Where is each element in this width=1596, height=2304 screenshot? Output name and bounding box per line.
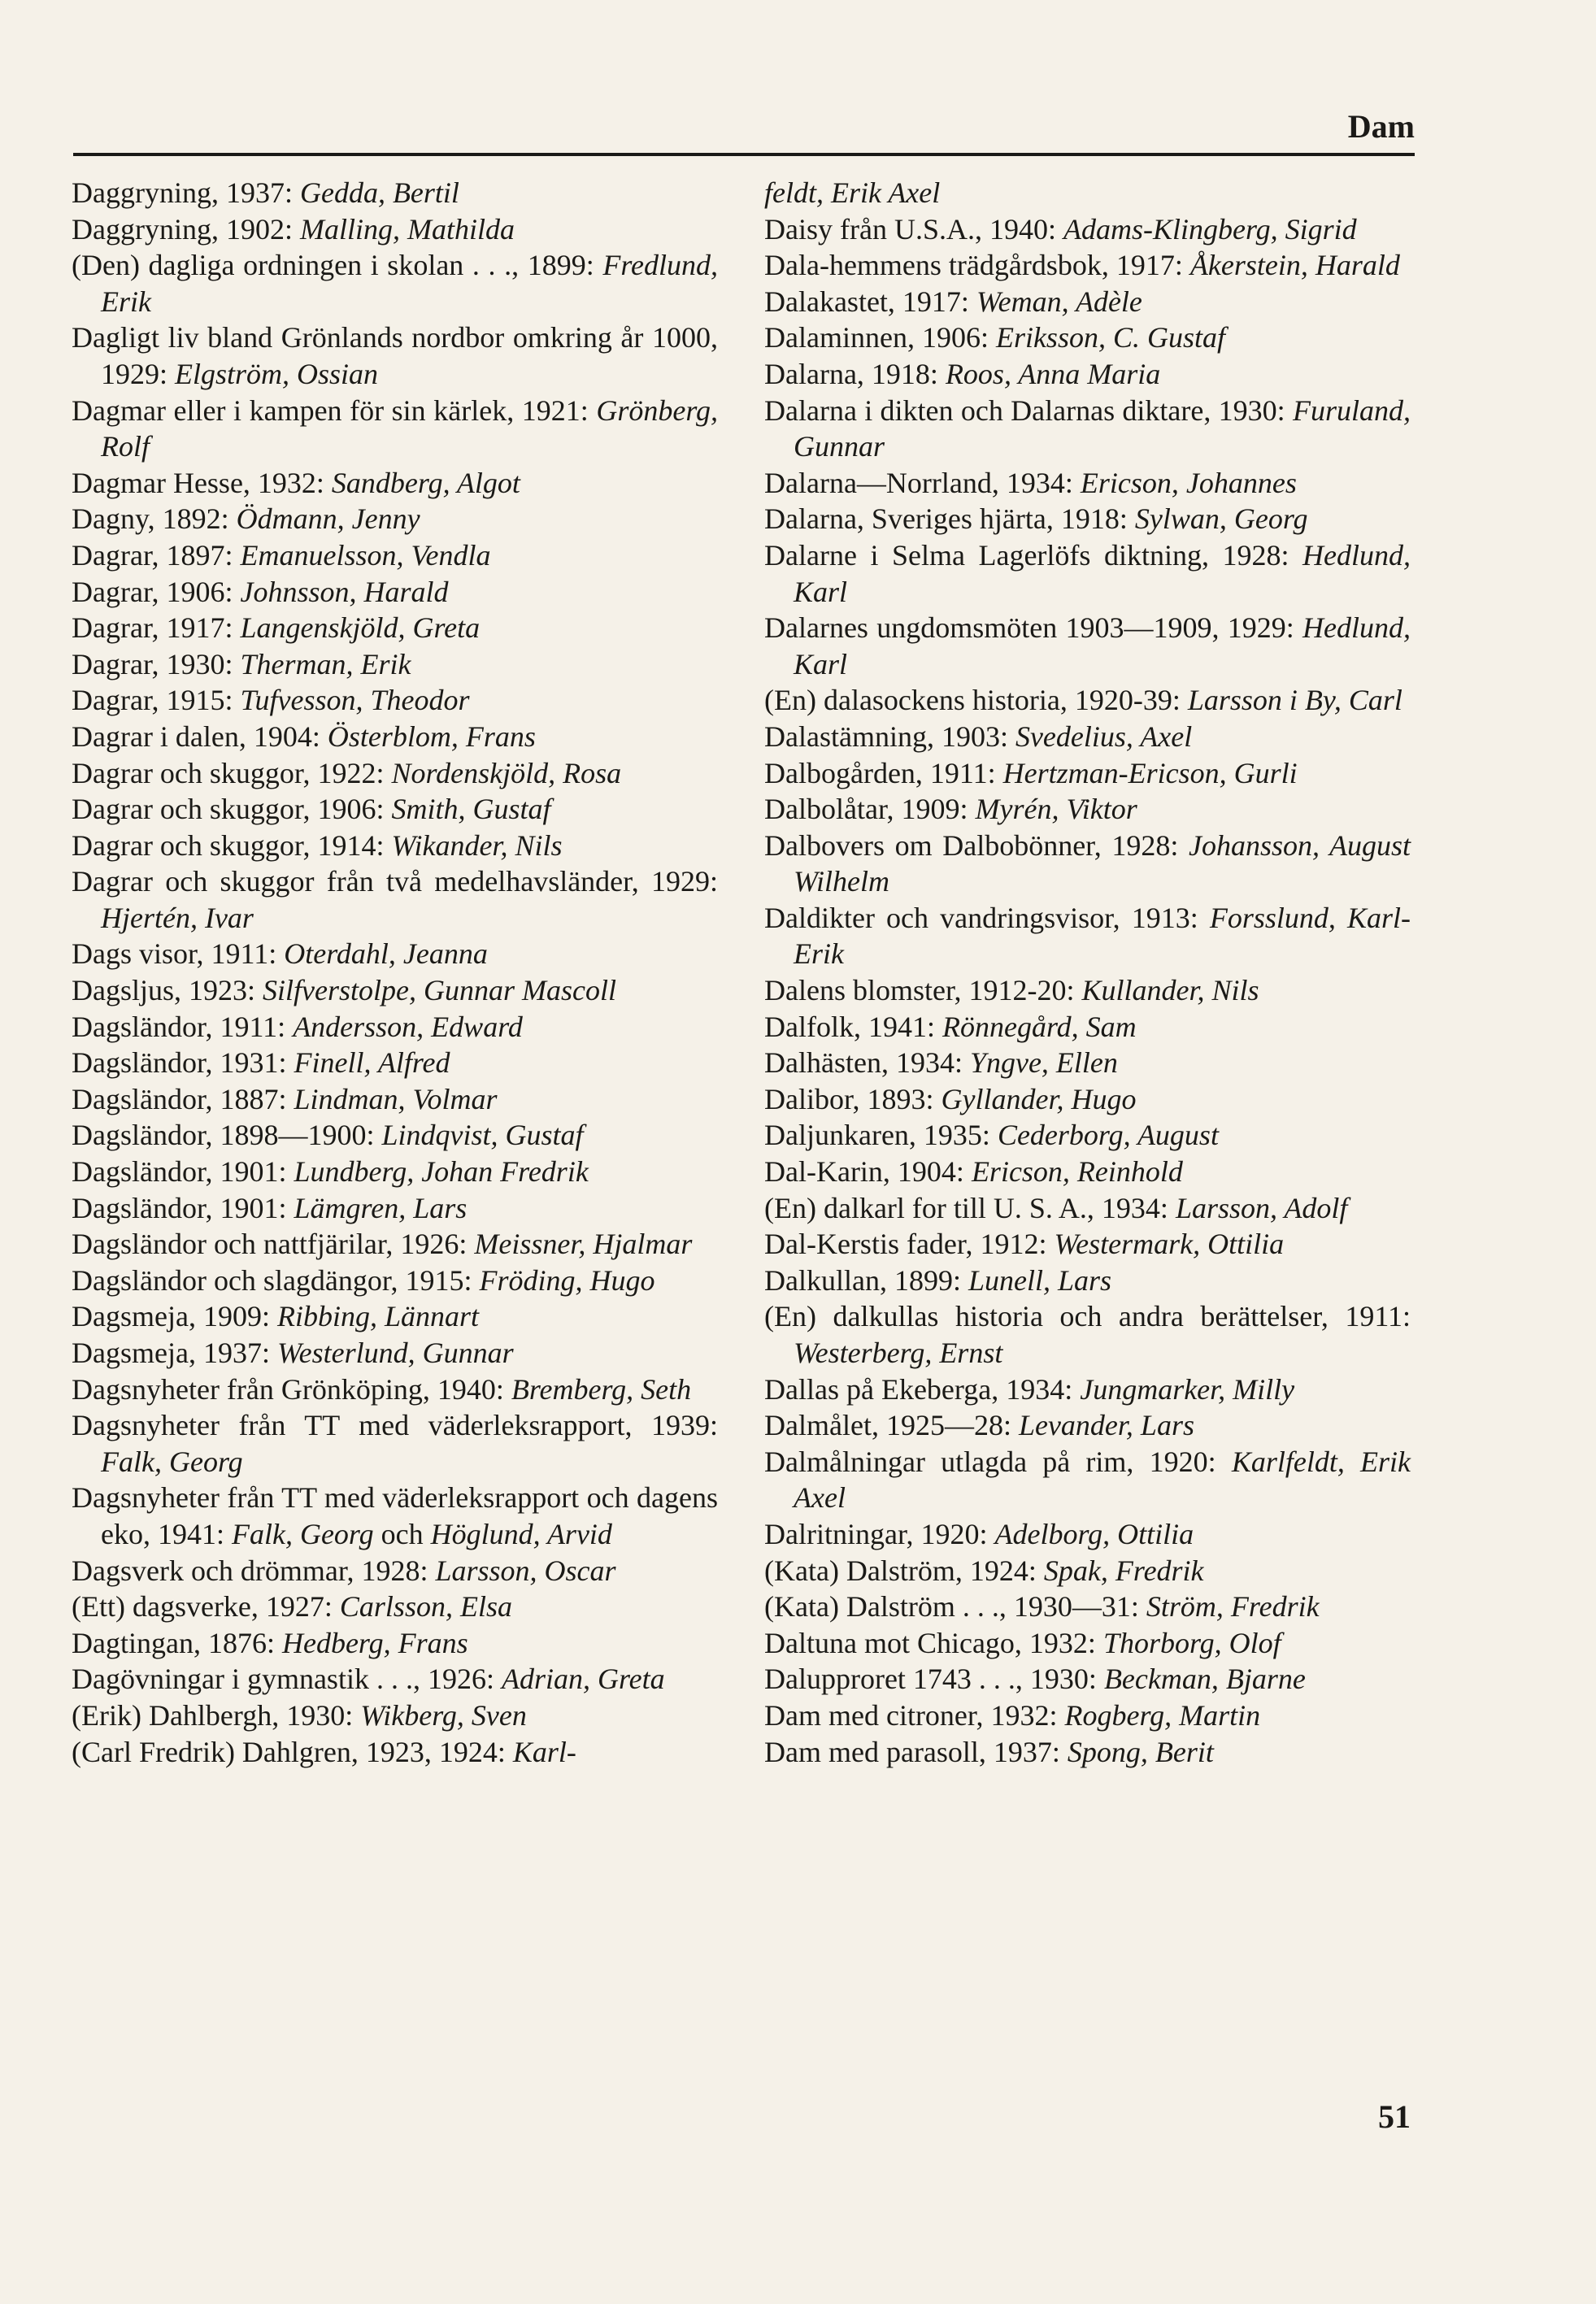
entry-author: Spak, Fredrik [1043,1554,1204,1587]
index-entry [764,393,1411,465]
index-entry [72,1009,718,1045]
entry-title: (Ett) dagsverke, 1927: [72,1590,340,1624]
index-entry [72,1226,718,1263]
entry-title: Dagmar Hesse, 1932: [72,466,332,499]
index-entry [764,465,1411,502]
entry-author: Westermark, Ottilia [1054,1228,1285,1261]
entry-title: Dagsverk och drömmar, 1928: [72,1554,436,1587]
entry-author: Fredlund, Erik [101,249,718,318]
entry-title: Dagrar och skuggor, 1914: [72,828,392,862]
index-entry [764,284,1411,320]
entry-title: Dagrar, 1906: [72,575,241,608]
entry-author: Finell, Alfred [294,1046,450,1080]
index-entry [764,755,1411,792]
entry-title: Daggryning, 1937: [72,176,300,209]
entry-author: Westerberg, Ernst [794,1337,1003,1369]
index-entry [72,682,718,719]
index-entry [72,393,718,465]
entry-title: Daltuna mot Chicago, 1932: [764,1626,1103,1659]
entry-author: Lunell, Lars [968,1263,1112,1297]
index-entry [72,972,718,1009]
entry-title: Dalarna—Norrland, 1934: [764,466,1081,499]
index-entry [72,1407,718,1480]
index-entry [72,1480,718,1552]
index-entry [72,1734,718,1771]
entry-author: Carlsson, Elsa [339,1590,512,1624]
index-entry [72,320,718,392]
index-entry [72,1698,718,1734]
entry-author: Eriksson, C. Gustaf [995,321,1225,354]
running-header [73,99,1415,156]
entry-title: Dagtingan, 1876: [72,1626,282,1659]
index-entry [72,1661,718,1698]
entry-author: Wikberg, Sven [360,1698,527,1732]
entry-conjunction: och [373,1517,431,1550]
index-entry [764,1045,1411,1081]
entry-title: Dags visor, 1911: [72,937,285,971]
index-entry [72,755,718,792]
entry-author: Wikander, Nils [391,828,563,862]
entry-title: Dalbovers om Dalbobönner, 1928: [764,828,1189,862]
entry-title: Dalarna, 1918: [764,357,946,390]
entry-title: Dagrar och skuggor, 1922: [72,756,392,789]
index-entry [764,1698,1411,1734]
entry-title: Dagrar, 1917: [72,611,241,645]
entry-title: Dalarne i Selma Lagerlöfs diktning, 1928: [764,538,1303,572]
entry-author: Johansson, August Wilhelm [794,828,1411,898]
index-entry [764,1154,1411,1190]
index-entry [72,1045,718,1081]
page-number: 51 [1378,2098,1411,2135]
index-entry [72,465,718,502]
entry-author: Lindqvist, Gustaf [381,1119,584,1152]
entry-title: Dam med citroner, 1932: [764,1698,1065,1732]
entry-title: (En) dalkullas historia och andra berättelser, 1911: [764,1300,1411,1333]
entry-title: Dagsländor, 1911: [72,1010,294,1043]
entry-title: (Kata) Dalström . . ., 1930—31: [764,1590,1146,1624]
entry-title: Dagsländor, 1898—1900: [72,1119,382,1152]
index-entry [764,320,1411,356]
index-entry [764,175,1411,211]
entry-title: Dagsländor, 1901: [72,1191,294,1224]
entry-author: Rönnegård, Sam [942,1010,1137,1043]
entry-author: feldt, Erik Axel [764,176,941,209]
entry-author: Malling, Mathilda [299,212,515,246]
index-entry [72,1553,718,1589]
right-column [764,175,1411,1770]
entry-author: Jungmarker, Milly [1080,1372,1295,1406]
entry-author: Hertzman-Ericson, Gurli [1002,756,1298,789]
entry-title: Dagrar, 1915: [72,684,241,717]
entry-title: Dalens blomster, 1912-20: [764,974,1082,1007]
entry-author: Cederborg, August [997,1119,1219,1152]
index-entry [764,1190,1411,1227]
entry-author: Ödmann, Jenny [236,502,420,536]
entry-author: Ribbing, Lännart [276,1300,479,1333]
entry-author: Österblom, Frans [327,719,536,753]
entry-author: Larsson i By, Carl [1187,684,1402,717]
index-entry [764,791,1411,828]
entry-title: (Kata) Dalström, 1924: [764,1554,1044,1587]
entry-title: Dagsländor, 1901: [72,1155,294,1189]
index-entry [764,972,1411,1009]
entry-title: Daljunkaren, 1935: [764,1119,998,1152]
entry-title: Dalarna, Sveriges hjärta, 1918: [764,502,1135,536]
entry-title: Dagligt liv bland Grönlands nordbor omkring år 1000, 1929: [72,321,718,390]
entry-title: Daisy från U.S.A., 1940: [764,212,1063,246]
entry-title: Dagrar i dalen, 1904: [72,719,328,753]
index-entry [72,1298,718,1335]
entry-title: Dagsnyheter från TT med väderleksrapport och dagens eko, 1941: [72,1481,718,1550]
entry-title: Dagrar, 1930: [72,647,241,680]
index-entry [72,791,718,828]
index-entry [764,682,1411,719]
entry-author: Lundberg, Johan Fredrik [294,1155,589,1189]
entry-title: Daggryning, 1902: [72,212,300,246]
entry-title: Dalmålet, 1925—28: [764,1409,1019,1442]
index-entry [764,356,1411,393]
entry-title: Dagsländor och nattfjärilar, 1926: [72,1228,475,1261]
entry-title: Dal-Kerstis fader, 1912: [764,1228,1055,1261]
entry-title: Dalmålningar utlagda på rim, 1920: [764,1445,1232,1478]
entry-title: Dala-hemmens trädgårdsbok, 1917: [764,249,1190,282]
entry-author: Thorborg, Olof [1102,1626,1281,1659]
index-entry [764,1444,1411,1516]
entry-author: Ericson, Reinhold [971,1155,1183,1189]
index-entry [72,211,718,248]
entry-title: Dallas på Ekeberga, 1934: [764,1372,1081,1406]
index-entry [72,610,718,646]
entry-title: Dagrar, 1897: [72,538,241,572]
entry-author: Lindman, Volmar [294,1082,498,1115]
entry-author: Hedlund, Karl [794,538,1411,608]
entry-author: Johnsson, Harald [240,575,449,608]
index-entry [72,175,718,211]
entry-author: Adrian, Greta [501,1663,665,1696]
index-entry [764,1226,1411,1263]
entry-author: Oterdahl, Jeanna [284,937,488,971]
entry-title: Dagsländor och slagdängor, 1915: [72,1263,480,1297]
index-entry [72,1154,718,1190]
index-entry [72,719,718,755]
entry-title: Dam med parasoll, 1937: [764,1735,1068,1768]
index-entry [764,537,1411,610]
index-entry [764,1009,1411,1045]
entry-author: Falk, Georg [101,1445,243,1478]
entry-title: Daldikter och vandringsvisor, 1913: [764,901,1210,934]
entry-title: Dagsnyheter från TT med väderleksrapport, 1939: [72,1409,718,1442]
index-entry [72,1117,718,1154]
entry-author: Larsson, Oscar [435,1554,616,1587]
index-entry [72,501,718,537]
entry-author: Fröding, Hugo [479,1263,655,1297]
entry-title: Dal-Karin, 1904: [764,1155,972,1189]
index-entry [764,211,1411,248]
entry-author: Elgström, Ossian [175,357,379,390]
entry-author: Bremberg, Seth [511,1372,692,1406]
entry-title: Dalakastet, 1917: [764,285,976,318]
index-entry [764,900,1411,972]
header-word: Dam [1347,108,1415,145]
index-entry [764,1734,1411,1771]
entry-author: Emanuelsson, Vendla [240,538,491,572]
entry-title: Dalupproret 1743 . . ., 1930: [764,1663,1104,1696]
index-entry [764,247,1411,284]
entry-author: Weman, Adèle [976,285,1142,318]
entry-author: Langenskjöld, Greta [240,611,481,645]
entry-title: (Den) dagliga ordningen i skolan . . ., 1899: [72,249,603,282]
left-column [72,175,718,1770]
index-entry [72,1263,718,1299]
entry-author: Sandberg, Algot [331,466,520,499]
index-entry [764,828,1411,900]
entry-title: Dagsmeja, 1909: [72,1300,277,1333]
entry-author: Hedlund, Karl [794,611,1411,680]
entry-title: Dalkullan, 1899: [764,1263,968,1297]
entry-title: Dagny, 1892: [72,502,237,536]
entry-author: Beckman, Bjarne [1103,1663,1306,1696]
entry-title: Dagmar eller i kampen för sin kärlek, 1921: [72,393,597,427]
index-entry [764,1081,1411,1118]
index-entry [72,863,718,936]
entry-author: Karlfeldt, Erik Axel [794,1445,1411,1515]
index-entry [72,1372,718,1408]
index-entry [764,1263,1411,1299]
entry-title: Dalarnes ungdomsmöten 1903—1909, 1929: [764,611,1303,645]
entry-author: Grönberg, Rolf [101,393,718,463]
entry-author: Silfverstolpe, Gunnar Mascoll [263,974,616,1007]
entry-author: Therman, Erik [240,647,411,680]
entry-author: Nordenskjöld, Rosa [391,756,622,789]
entry-title: (Carl Fredrik) Dahlgren, 1923, 1924: [72,1735,513,1768]
index-entry [764,1407,1411,1444]
entry-author: Smith, Gustaf [391,793,551,826]
entry-title: Dagsljus, 1923: [72,974,263,1007]
entry-title: Dagrar och skuggor från två medelhavsländer, 1929: [72,865,718,898]
index-entry [764,1553,1411,1589]
index-entry [72,1190,718,1227]
entry-title: Dalritningar, 1920: [764,1517,995,1550]
index-entry [72,247,718,320]
entry-author: Gyllander, Hugo [941,1082,1137,1115]
entry-title: Dalastämning, 1903: [764,719,1015,753]
index-entry [72,1081,718,1118]
entry-author: Levander, Lars [1018,1409,1194,1442]
entry-author: Gedda, Bertil [299,176,459,209]
entry-author: Adelborg, Ottilia [994,1517,1194,1550]
entry-author: Tufvesson, Theodor [240,684,470,717]
entry-author: Kullander, Nils [1081,974,1259,1007]
entry-title: Dalaminnen, 1906: [764,321,996,354]
entry-title: Dagsländor, 1931: [72,1046,294,1080]
entry-author: Yngve, Ellen [969,1046,1118,1080]
index-entry [764,1661,1411,1698]
entry-author: Adams-Klingberg, Sigrid [1063,212,1357,246]
entry-author: Andersson, Edward [293,1010,523,1043]
entry-title: Dagsnyheter från Grönköping, 1940: [72,1372,511,1406]
entry-author: Karl- [512,1735,576,1768]
entry-author: Svedelius, Axel [1015,719,1193,753]
entry-title: (En) dalasockens historia, 1920-39: [764,684,1188,717]
index-entry [764,1372,1411,1408]
entry-author: Furuland, Gunnar [794,393,1411,463]
index-entry [764,1625,1411,1662]
index-entry [764,1516,1411,1553]
entry-author: Höglund, Arvid [430,1517,612,1550]
header-rule [73,153,1415,156]
index-entry [72,646,718,683]
entry-title: Dalfolk, 1941: [764,1010,942,1043]
entry-author: Myrén, Viktor [975,793,1137,826]
entry-author: Falk, Georg [231,1517,374,1550]
entry-title: Dagövningar i gymnastik . . ., 1926: [72,1663,502,1696]
entry-author: Lämgren, Lars [294,1191,467,1224]
index-entry [764,1589,1411,1625]
entry-author: Hedberg, Frans [281,1626,468,1659]
index-entry [72,574,718,611]
index-entry [72,1589,718,1625]
entry-author: Westerlund, Gunnar [276,1337,514,1369]
entry-title: (Erik) Dahlbergh, 1930: [72,1698,361,1732]
entry-author: Roos, Anna Maria [945,357,1161,390]
entry-title: (En) dalkarl for till U. S. A., 1934: [764,1191,1176,1224]
index-entry [764,501,1411,537]
entry-title: Dalhästen, 1934: [764,1046,970,1080]
index-entry [72,828,718,864]
entry-title: Dalibor, 1893: [764,1082,942,1115]
entry-title: Dagsländor, 1887: [72,1082,294,1115]
entry-author: Åkerstein, Harald [1189,249,1400,282]
index-entry [72,936,718,972]
index-entry [72,1625,718,1662]
entry-title: Dalbolåtar, 1909: [764,793,976,826]
index-entry [764,1117,1411,1154]
entry-author: Meissner, Hjalmar [474,1228,693,1261]
index-entry [764,719,1411,755]
entry-author: Sylwan, Georg [1134,502,1308,536]
index-entry [764,610,1411,682]
entry-author: Spong, Berit [1067,1735,1214,1768]
index-entry [72,1335,718,1372]
entry-title: Dagrar och skuggor, 1906: [72,793,392,826]
entry-author: Ström, Fredrik [1146,1590,1320,1624]
entry-title: Dagsmeja, 1937: [72,1337,277,1369]
entry-title: Dalarna i dikten och Dalarnas diktare, 1930: [764,393,1293,427]
entry-author: Ericson, Johannes [1080,466,1297,499]
entry-author: Larsson, Adolf [1175,1191,1348,1224]
entry-author: Hjertén, Ivar [101,901,254,934]
index-entry [72,537,718,574]
entry-author: Rogberg, Martin [1064,1698,1261,1732]
entry-title: Dalbogården, 1911: [764,756,1003,789]
entry-author: Forsslund, Karl-Erik [794,901,1411,971]
index-entry [764,1298,1411,1371]
